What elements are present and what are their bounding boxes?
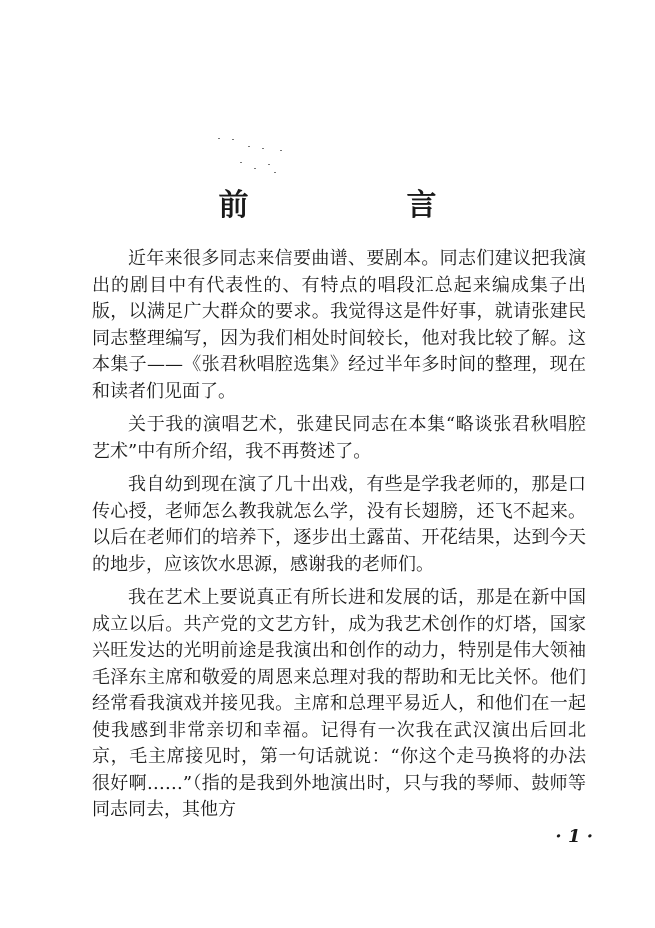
paragraph: 我在艺术上要说真正有所长进和发展的话，那是在新中国成立以后。共产党的文艺方针，成为我艺术创作的灯塔，国家兴旺发达的光明前途是我演出和创作的动力，特别是伟大领袖毛泽东主席和敬爱的周恩来总理对我的帮助和无比关怀。他们经常看我演戏并接见我。主席和总理平易近人，和他们在一起使我感到非常亲切和幸福。记得有一次我在武汉演出后回北京，毛主席接见时，第一句话就说：“你这个走马换将的办法很好啊……”（指的是我到外地演出时，只与我的琴师、鼓师等同志同去，其他方	[92, 587, 586, 820]
document-body	[92, 246, 586, 831]
paragraph: 近年来很多同志来信要曲谱、要剧本。同志们建议把我演出的剧目中有代表性的、有特点的唱段汇总起来编成集子出版，以满足广大群众的要求。我觉得这是件好事，就请张建民同志整理编写，因为我们相处时间较长，他对我比较了解。这本集子——《张君秋唱腔选集》经过半年多时间的整理，现在和读者们见面了。	[92, 248, 586, 402]
paragraph: 我自幼到现在演了几十出戏，有些是学我老师的，那是口传心授，老师怎么教我就怎么学，没有长翅膀，还飞不起来。以后在老师们的培养下，逐步出土露苗、开花结果，达到今天的地步，应该饮水思源，感谢我的老师们。	[92, 474, 586, 575]
page-number: · 1 ·	[555, 826, 593, 847]
paragraph: 关于我的演唱艺术，张建民同志在本集“略谈张君秋唱腔艺术”中有所介绍，我不再赘述了。	[92, 414, 586, 462]
page-title: 前 言	[218, 188, 501, 223]
print-specks	[210, 130, 330, 180]
